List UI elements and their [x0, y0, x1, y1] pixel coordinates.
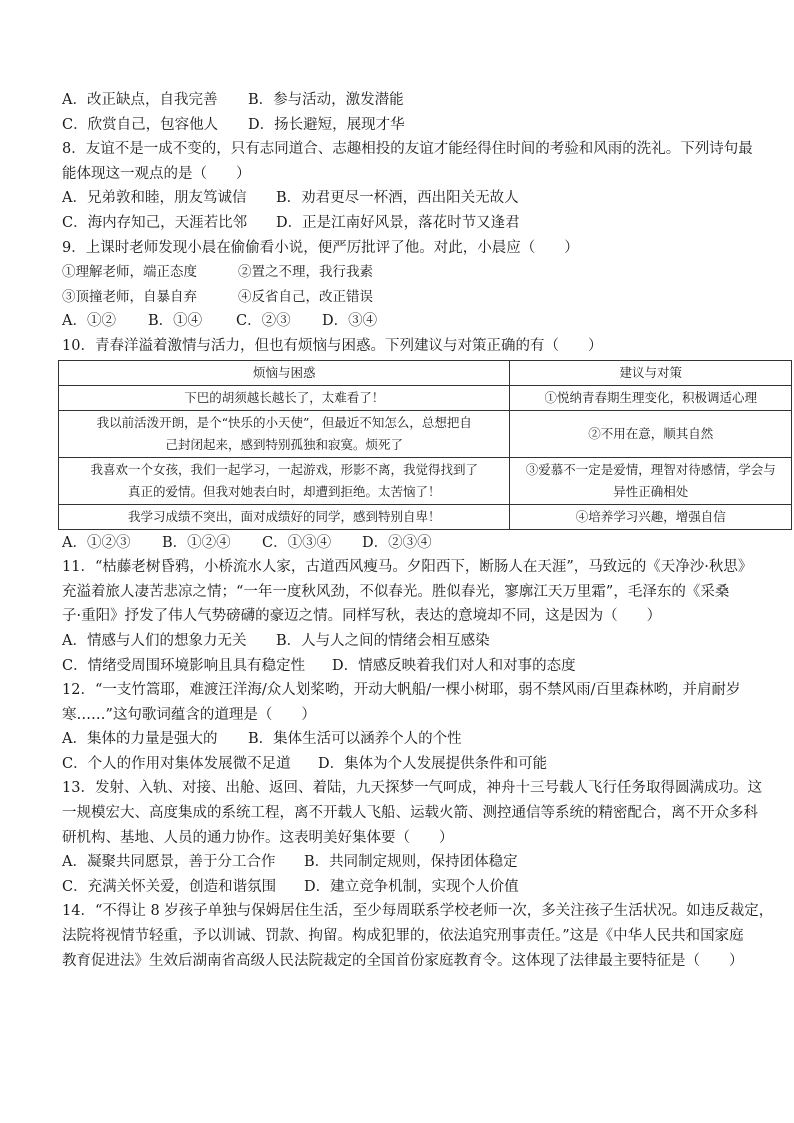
q7-option-c: C．欣赏自己，包容他人	[62, 116, 219, 133]
q11-stem-line-1: 11．“枯藤老树昏鸦，小桥流水人家，古道西风瘦马。夕阳西下，断肠人在天涯”，马致远的《天净沙·秋思》	[62, 559, 753, 576]
q13-stem-line-3: 研机构、基地、人员的通力协作。这表明美好集体要（ ）	[62, 829, 454, 846]
q12-option-a: A．集体的力量是强大的	[62, 731, 218, 748]
q11-option-c: C．情绪受周围环境影响且具有稳定性	[62, 657, 306, 674]
q13-stem-line-2: 一规模宏大、高度集成的系统工程，离不开载人飞船、运载火箭、测控通信等系统的精密配合，离不开众多科	[62, 805, 758, 822]
q13-option-d: D．建立竞争机制，实现个人价值	[304, 878, 519, 895]
table-cell-advice: ④培养学习兴趣，增强自信	[510, 504, 792, 529]
q8-option-a: A．兄弟敦和睦，朋友笃诚信	[62, 190, 247, 207]
q10-option-c: C．①③④	[262, 534, 332, 551]
q14-stem-line-3: 教育促进法》生效后湖南省高级人民法院裁定的全国首份家庭教育令。这体现了法律最主要特征是（ ）	[62, 952, 744, 969]
q9-option-a: A．①②	[62, 313, 116, 330]
q10-option-d: D．②③④	[362, 534, 432, 551]
q14-stem-line-1: 14．“不得让 8 岁孩子单独与保姆居住生活，至少每周联系学校老师一次，多关注孩子生活状况。如违反裁定，	[62, 903, 774, 920]
q8-stem-line-2: 能体现这一观点的是（ ）	[62, 165, 251, 182]
table-cell-trouble: 我学习成绩不突出，面对成绩好的同学，感到特别自卑！	[59, 504, 510, 529]
q13-option-b: B．共同制定规则，保持团体稳定	[304, 854, 518, 871]
table-row	[59, 410, 792, 457]
q8-option-b: B．劝君更尽一杯酒，西出阳关无故人	[276, 190, 519, 207]
table-cell-trouble: 我以前活泼开朗，是个“快乐的小天使”，但最近不知怎么，总想把自己封闭起来，感到特别孤独和寂寞。烦死了	[59, 410, 510, 457]
q12-option-d: D．集体为个人发展提供条件和可能	[318, 755, 548, 772]
q12-stem-line-2: 寒……”这句歌词蕴含的道理是（ ）	[62, 706, 316, 723]
q12-options-row-1	[62, 727, 742, 752]
q8-option-c: C．海内存知己，天涯若比邻	[62, 214, 248, 231]
q9-item-1: ①理解老师，端正态度	[62, 264, 197, 281]
q7-options-row-1	[62, 88, 742, 113]
q8-stem-line-1: 8．友谊不是一成不变的，只有志同道合、志趣相投的友谊才能经得住时间的考验和风雨的洗礼。下列诗句最	[62, 141, 753, 158]
q13-stem-line-1: 13．发射、入轨、对接、出舱、返回、着陆，九天探梦一气呵成，神舟十三号载人飞行任务取得圆满成功。这	[62, 780, 762, 797]
q9-items-row-1	[62, 260, 742, 285]
table-cell-advice: ③爱慕不一定是爱情，理智对待感情，学会与异性正确相处	[510, 457, 792, 504]
table-row	[59, 457, 792, 504]
q12-options-row-2	[62, 752, 742, 777]
q7-option-a: A．改正缺点，自我完善	[62, 92, 218, 108]
advice-table	[58, 360, 792, 530]
q11-option-b: B．人与人之间的情绪会相互感染	[276, 632, 490, 649]
q9-item-2: ②置之不理，我行我素	[238, 264, 373, 281]
q12-option-c: C．个人的作用对集体发展微不足道	[62, 755, 291, 772]
q13-option-c: C．充满关怀关爱，创造和谐氛围	[62, 878, 277, 895]
q8-option-d: D．正是江南好风景，落花时节又逢君	[276, 214, 520, 231]
advice-table-header	[59, 360, 792, 385]
table-header-troubles: 烦恼与困惑	[59, 360, 510, 385]
q9-options	[62, 309, 742, 334]
q9-stem: 9．上课时老师发现小晨在偷偷看小说，便严厉批评了他。对此，小晨应（ ）	[62, 239, 579, 256]
q10-options	[62, 531, 742, 556]
q9-option-d: D．③④	[322, 313, 378, 330]
q7-options-row-2	[62, 113, 742, 138]
q9-option-c: C．②③	[236, 313, 291, 330]
q13-options-row-2	[62, 875, 742, 900]
q11-stem-line-3: 子·重阳》抒发了伟人气势磅礴的豪迈之情。同样写秋，表达的意境却不同，这是因为（ ）	[62, 608, 662, 625]
q9-item-4: ④反省自己，改正错误	[238, 288, 373, 305]
exam-page	[62, 88, 776, 973]
q8-options-row-2	[62, 211, 742, 236]
table-cell-advice: ②不用在意，顺其自然	[510, 410, 792, 457]
q10-option-a: A．①②③	[62, 534, 131, 551]
q11-options-row-1	[62, 629, 742, 654]
q14-stem-line-2: 法院将视情节轻重，予以训诫、罚款、拘留。构成犯罪的，依法追究刑事责任。”这是《中华人民共和国家庭	[62, 928, 744, 945]
q9-option-b: B．①④	[148, 313, 203, 330]
table-cell-trouble: 下巴的胡须越长越长了，太难看了！	[59, 385, 510, 410]
table-header-advice: 建议与对策	[510, 360, 792, 385]
q11-options-row-2	[62, 654, 742, 679]
q10-option-b: B．①②④	[162, 534, 231, 551]
q13-option-a: A．凝聚共同愿景，善于分工合作	[62, 854, 276, 871]
table-row	[59, 504, 792, 529]
q9-items-row-2	[62, 285, 742, 310]
q12-stem-line-1: 12．“一支竹篙耶，难渡汪洋海/众人划桨哟，开动大帆船/一棵小树耶，弱不禁风雨/百里森林哟，并肩耐岁	[62, 682, 741, 699]
q8-options-row-1	[62, 186, 742, 211]
q11-stem-line-2: 充溢着旅人凄苦悲凉之情；“一年一度秋风劲，不似春光。胜似春光，寥廓江天万里霜”，毛泽东的《采桑	[62, 583, 730, 600]
table-row	[59, 385, 792, 410]
q9-item-3: ③顶撞老师，自暴自弃	[62, 288, 197, 305]
q12-option-b: B．集体生活可以涵养个人的个性	[248, 731, 462, 748]
table-cell-trouble: 我喜欢一个女孩，我们一起学习，一起游戏，形影不离，我觉得找到了真正的爱情。但我对她表白时，却遭到拒绝。太苦恼了！	[59, 457, 510, 504]
q7-option-b: B．参与活动，激发潜能	[248, 92, 404, 108]
q11-option-a: A．情感与人们的想象力无关	[62, 632, 247, 649]
q11-option-d: D．情感反映着我们对人和对事的态度	[332, 657, 576, 674]
q7-option-d: D．扬长避短，展现才华	[248, 116, 405, 133]
q10-stem: 10．青春洋溢着激情与活力，但也有烦恼与困惑。下列建议与对策正确的有（ ）	[62, 337, 603, 354]
table-cell-advice: ①悦纳青春期生理变化，积极调适心理	[510, 385, 792, 410]
q13-options-row-1	[62, 850, 742, 875]
